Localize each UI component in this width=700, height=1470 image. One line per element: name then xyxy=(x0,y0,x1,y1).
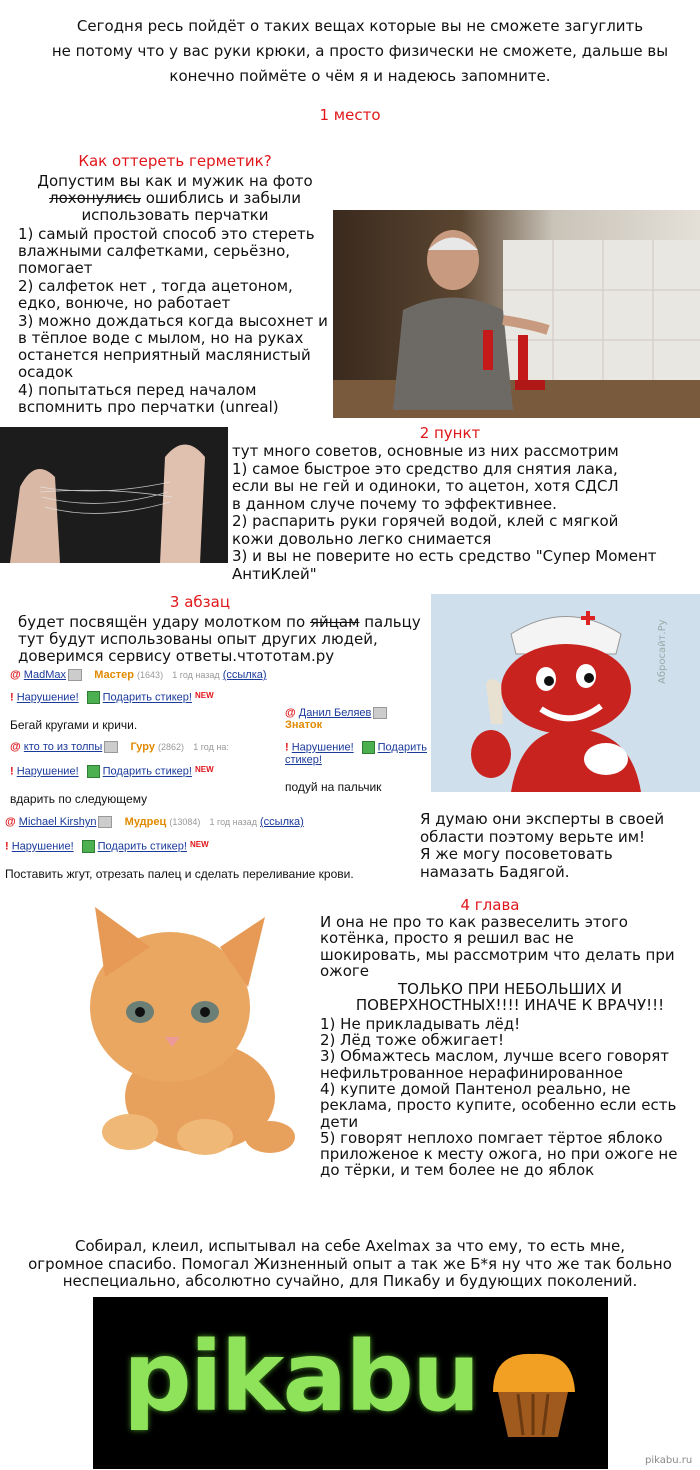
section-1-heading: 1 место xyxy=(319,106,381,124)
text-line: тут много советов, основные из них рассмотрим xyxy=(232,442,619,460)
section-1-intro xyxy=(15,173,335,224)
gift-icon xyxy=(362,741,375,754)
intro-line: не потому что у вас руки крюки, а просто физически не сможете, дальше вы xyxy=(51,42,669,60)
post-time: 1 год назад xyxy=(172,670,220,680)
gift-icon xyxy=(87,691,100,704)
text-line: 2) распарить руки горячей водой, клей с мягкой xyxy=(232,512,619,530)
tip-line: 2) Лёд тоже обжигает! xyxy=(320,1031,504,1050)
text-line: АнтиКлей" xyxy=(232,564,317,583)
post-header: @ кто то из толпы Гуру (2862) 1 год на: xyxy=(10,741,229,753)
report-link[interactable]: Нарушение! xyxy=(16,765,79,778)
warning-line: ПОВЕРХНОСТНЫХ!!!! ИНАЧЕ К ВРАЧУ!!! xyxy=(355,996,665,1015)
mascot-watermark: Абросайт.Ру xyxy=(657,619,668,684)
fingers-illustration xyxy=(0,427,228,563)
tip: 3) можно дождаться когда высохнет и в тёплое воде с мылом, но на руках останется неприятный маслянистый осадок xyxy=(18,312,328,381)
text-line: Я думаю они эксперты в своей xyxy=(420,810,665,828)
text-line: кожи довольно легко снимается xyxy=(232,529,492,548)
post-answer: вдарить по следующему xyxy=(10,792,148,807)
tip-line: приложеное к месту ожога, но при ожоге не xyxy=(320,1145,678,1164)
new-badge: NEW xyxy=(195,691,214,701)
text-line: Я же могу посоветовать xyxy=(420,845,613,863)
user-link[interactable]: Данил Беляев xyxy=(298,707,372,719)
section-3-intro xyxy=(18,614,438,665)
post-header: @ MadMax Мастер (1643) 1 год назад (ссылка) xyxy=(10,669,267,681)
post-header: @ Michael Kirshyn Мудрец (13084) 1 год назад (ссылка) xyxy=(5,816,304,828)
section-3-heading: 3 абзац xyxy=(169,593,231,611)
man-sealant-photo xyxy=(333,210,700,418)
after-struck: ошиблись и забыли xyxy=(140,189,301,207)
section-3-comment xyxy=(420,811,700,881)
section-1-tips xyxy=(18,226,333,416)
kitten-illustration xyxy=(0,897,316,1167)
report-link[interactable]: Нарушение! xyxy=(11,840,74,853)
sticker-link[interactable]: Подарить стикер! xyxy=(102,765,192,778)
section-4-heading: 4 глава xyxy=(460,896,520,914)
section-2-text xyxy=(232,443,700,583)
post-link[interactable]: (ссылка) xyxy=(222,669,267,681)
tip-line: 3) Обмажтесь маслом, лучше всего говорят xyxy=(320,1047,669,1066)
struck-word: яйцам xyxy=(309,613,360,631)
forum-post-3 xyxy=(10,741,275,806)
post-actions: ! Нарушение! Подарить стикер! xyxy=(285,741,427,767)
sticker-link[interactable]: Подарить стикер! xyxy=(102,691,192,704)
user-rank: Мастер xyxy=(94,669,134,681)
cupcake-icon xyxy=(483,1342,583,1442)
post-actions: ! Нарушение! Подарить стикер! $^{NEW}$ xyxy=(10,765,214,778)
outro-line: неспециально, абсолютно сучайно, для Пикабу и будующих поколений. xyxy=(62,1272,638,1290)
outro-line: огромное спасибо. Помогал Жизненный опыт а так же Б*я ну что же так больно xyxy=(28,1254,672,1273)
sticker-link[interactable]: Подарить стикер! xyxy=(285,741,427,767)
post-link[interactable]: (ссылка) xyxy=(260,816,304,828)
text-line: ожоге xyxy=(320,961,369,980)
new-badge: NEW xyxy=(195,765,214,775)
text-line: И она не про то как развеселить этого xyxy=(320,913,628,931)
user-rank: Гуру xyxy=(130,741,155,753)
text-part: пальцу xyxy=(359,613,421,631)
text-line: доверимся сервису ответы.чтототам.ру xyxy=(18,647,335,665)
glue-fingers-photo xyxy=(0,427,228,563)
user-link[interactable]: кто то из толпы xyxy=(23,741,103,753)
user-link[interactable]: Michael Kirshyn xyxy=(18,816,97,828)
text-line: 3) и вы не поверите но есть средство "Супер Момент xyxy=(232,547,657,565)
user-rank: Знаток xyxy=(285,719,323,732)
footer-watermark: pikabu.ru xyxy=(645,1455,693,1466)
tip-line: 1) Не прикладывать лёд! xyxy=(320,1014,521,1033)
post-time: 1 год назад xyxy=(209,817,257,827)
pikabu-logo xyxy=(93,1297,608,1469)
text-line: в данном случе почему то эффективнее. xyxy=(232,494,557,513)
post-time: 1 год на: xyxy=(193,742,229,752)
report-link[interactable]: Нарушение! xyxy=(291,741,354,754)
warning-line: ТОЛЬКО ПРИ НЕБОЛЬШИХ И xyxy=(397,980,623,999)
forum-post-4 xyxy=(5,816,385,881)
sticker-link[interactable]: Подарить стикер! xyxy=(97,840,187,853)
intro-line: использовать перчатки xyxy=(81,206,269,224)
tip-line: 5) говорят неплохо помгает тёртое яблоко xyxy=(320,1128,663,1147)
forum-post-2 xyxy=(285,707,430,794)
intro-text xyxy=(20,14,700,89)
post-actions: ! Нарушение! Подарить стикер! $^{NEW}$ xyxy=(5,840,209,853)
forum-post-1 xyxy=(10,669,275,732)
text-line: тут будут использованы опыт других людей, xyxy=(18,630,378,648)
post-actions: ! Нарушение! Подарить стикер! $^{NEW}$ xyxy=(10,691,214,704)
text-line: шокировать, мы рассмотрим что делать при xyxy=(320,945,675,964)
tip: 1) самый простой способ это стереть влажными салфетками, серьёзно, помогает xyxy=(18,225,315,277)
user-score: (13084) xyxy=(169,817,201,827)
text-line: 1) самое быстрое это средство для снятия лака, xyxy=(232,459,618,478)
gift-icon xyxy=(82,840,95,853)
user-score: (1643) xyxy=(137,670,164,680)
text-line: намазать Бадягой. xyxy=(420,862,570,881)
text-line xyxy=(18,614,438,631)
section-2-heading: 2 пункт xyxy=(419,424,481,442)
tip-line: дети xyxy=(320,1112,359,1131)
tip-line: до тёрки, и тем более не до яблок xyxy=(320,1161,595,1180)
man-sealant-illustration xyxy=(333,210,700,418)
pharmacy-mascot-photo xyxy=(431,594,700,792)
intro-line: Допустим вы как и мужик на фото xyxy=(37,172,313,190)
text-part: будет посвящён удару молотком по xyxy=(18,613,310,631)
user-rank: Мудрец xyxy=(124,816,167,828)
new-badge: NEW xyxy=(190,840,209,850)
outro-text xyxy=(0,1238,700,1291)
kitten-photo xyxy=(0,897,316,1167)
section-4-text xyxy=(320,914,700,1179)
tip-line: реклама, просто купите, особенно если есть xyxy=(320,1096,677,1115)
post-header: @ Данил Беляев Знаток xyxy=(285,707,430,731)
struck-word: лохонулись xyxy=(49,189,141,207)
post-answer: подуй на пальчик xyxy=(285,780,382,795)
post-answer: Поставить жгут, отрезать палец и сделать переливание крови. xyxy=(5,867,354,882)
text-line: области поэтому верьте им! xyxy=(420,827,646,846)
user-score: (2862) xyxy=(158,742,185,752)
tip: 4) попытаться перед началом вспомнить про перчатки (unreal) xyxy=(18,381,279,416)
intro-line: Сегодня ресь пойдёт о таких вещах которые вы не сможете загуглить xyxy=(76,17,644,35)
outro-line: Собирал, клеил, испытывал на себе Axelmax за что ему, то есть мне, xyxy=(75,1237,625,1255)
text-line: котёнка, просто я решил вас не xyxy=(320,929,574,948)
report-link[interactable]: Нарушение! xyxy=(16,691,79,704)
post-answer: Бегай кругами и кричи. xyxy=(10,718,138,733)
text-line: если вы не гей и одиноки, то ацетон, хотя СДСЛ xyxy=(232,477,619,495)
tip: 2) салфеток нет , тогда ацетоном, едко, вонюче, но работает xyxy=(18,277,293,312)
intro-line xyxy=(15,190,335,207)
pikabu-logo-text: pikabu xyxy=(123,1321,479,1433)
intro-line: конечно поймёте о чём я и надеюсь запомните. xyxy=(169,67,551,85)
user-link[interactable]: MadMax xyxy=(23,669,66,681)
section-1-question: Как оттереть герметик? xyxy=(78,152,272,170)
gift-icon xyxy=(87,765,100,778)
tip-line: 4) купите домой Пантенол реально, не xyxy=(320,1079,631,1098)
tip-line: нефильтрованное нерафинированное xyxy=(320,1063,623,1082)
